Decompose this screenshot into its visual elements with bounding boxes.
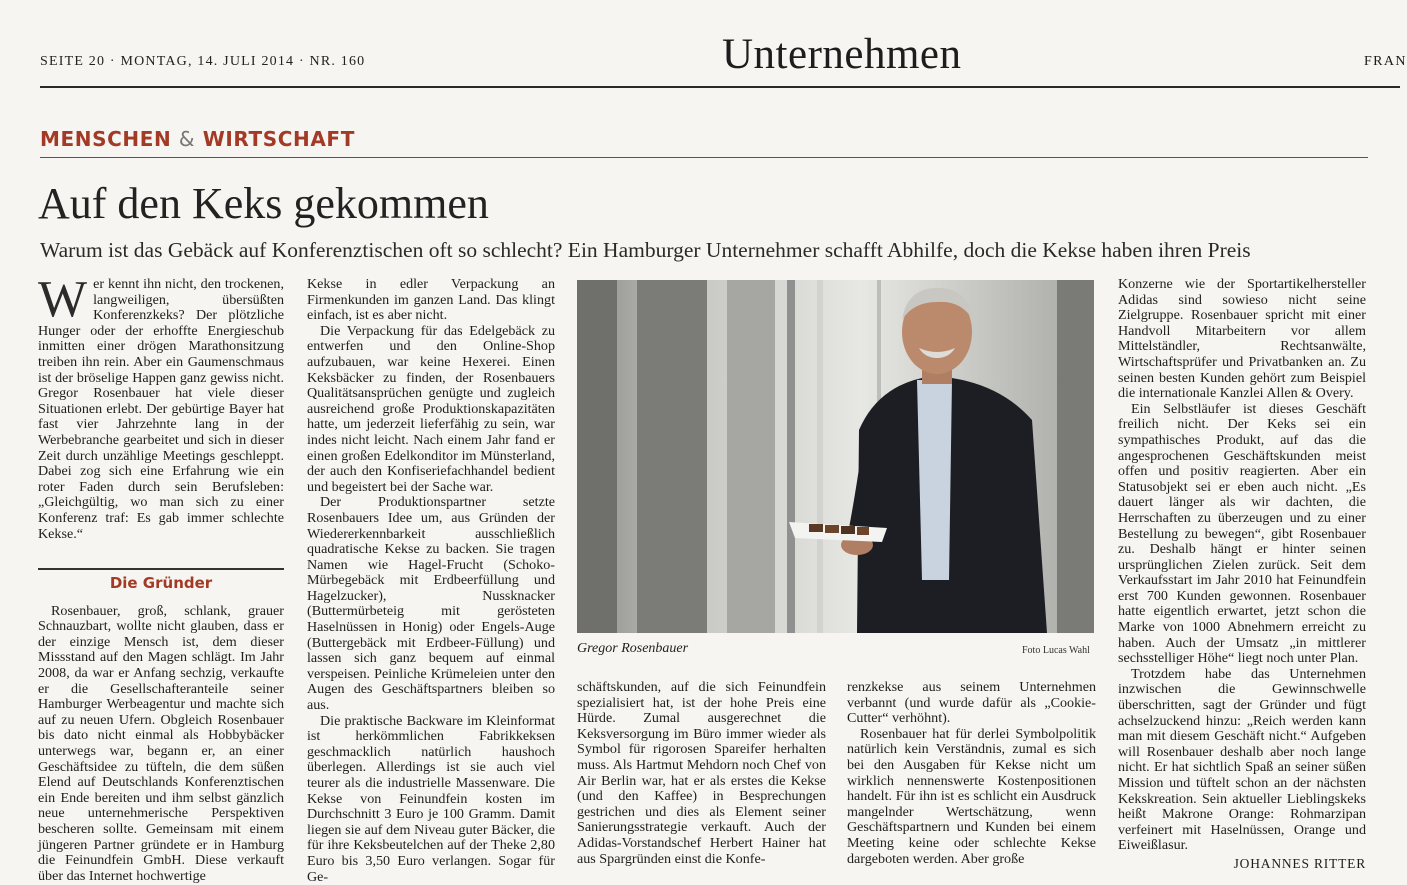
paragraph: Der Produktionspartner setzte Rosenbauers Idee um, aus Gründen der Wiedererkennbarkeit ausschließlich quadratische Kekse zu backen. Sie tragen Namen wie Hagel-Frucht (Schoko-Mürbegebäck mit Erdbeerfüllung und Hagelzucker), Nussknacker (Buttermürbeteig mit gerösteten Haselnüssen in Honig) oder Engels-Auge (Buttergebäck mit Erdbeer-Füllung) und lassen sich ganz bequem auf einmal verspeisen. Peinliche Krümeleien unter den Augen des Geschäftspartners bleiben so aus. — [307, 494, 555, 714]
paragraph: Die praktische Backware im Kleinformat ist herkömmlichen Fabrikkeksen geschmacklich natürlich haushoch überlegen. Allerdings ist sie auch viel teurer als die industrielle Massenware. Die Kekse von Feinundfein kosten im Durchschnitt 3 Euro je 100 Gramm. Damit liegen sie auf dem Niveau guter Bäcker, die für ihre Keksbeutelchen auf der Theke 2,80 Euro bis 3,50 Euro verlangen. Sogar für Ge- — [307, 712, 555, 885]
rubric-ampersand: & — [178, 127, 196, 151]
drop-cap: W — [38, 271, 88, 328]
rubric-rule — [40, 157, 1368, 158]
article-photo — [577, 280, 1094, 633]
subheading: Die Gründer — [38, 568, 284, 592]
paragraph: Ein Selbstläufer ist dieses Geschäft freilich nicht. Der Keks sei ein sympathisches Produkt, auf das die angesprochenen Geschäftskunden meist offen und positiv reagierten. Aber ein Statusobjekt sei er eben auch nicht. „Es dauert länger als wir dachten, die Herrschaften zu überzeugen und zu einer Bestellung zu bewegen“, gibt Rosenbauer zu. Deshalb hängt er hinter seinen ursprünglichen Zielen zurück. Seit dem Verkaufsstart im Jahr 2010 hat Feinundfein erst 700 Kunden gewonnen. Rosenbauer hatte eigentlich erwartet, jetzt schon die Marke von 1000 Abnehmern erreicht zu haben. Auch der Umsatz „in mittlerer sechsstelliger Höhe“ liegt noch unter Plan. — [1118, 400, 1366, 667]
portrait-illustration — [577, 280, 1094, 633]
section-title: Unternehmen — [722, 31, 962, 78]
rubric-part2: WIRTSCHAFT — [202, 127, 355, 151]
headline: Auf den Keks gekommen — [38, 179, 489, 228]
photo-caption: Gregor Rosenbauer — [577, 641, 689, 656]
paragraph: Konzerne wie der Sportartikelhersteller Adidas sind sowieso nicht seine Zielgruppe. Rosenbauer spricht mit einer Handvoll Mitarbeitern vor allem Mittelständler, Rechtsanwälte, Wirtschaftsprüfer und Privatbanken an. Zu seinen besten Kunden gehört zum Beispiel die internationale Kanzlei Allen & Overy. — [1118, 276, 1366, 402]
photo-credit: Foto Lucas Wahl — [1022, 645, 1090, 656]
paragraph: Die Verpackung für das Edelgebäck zu entwerfen und den Online-Shop aufzubauen, war keine Hexerei. Einen Keksbäcker zu finden, der Rosenbauers Qualitätsansprüchen genügte und zugleich ausreichend große Produktionskapazitäten hatte, um jederzeit lieferfähig zu sein, war indes nicht leicht. Nach einem Jahr fand er einen großen Edelkonditor im Münsterland, der auch den Konfiseriefachhandel bedient und begeistert bei der Sache war. — [307, 322, 555, 495]
masthead-rule — [40, 86, 1400, 88]
article-column-2 — [307, 277, 555, 885]
article-column-3 — [577, 680, 826, 867]
rubric — [40, 127, 355, 151]
paragraph: renzkekse aus seinem Unternehmen verbannt (und wurde dafür als „Cookie-Cutter“ verhöhnt). — [847, 679, 1096, 727]
paragraph: Kekse in edler Verpackung an Firmenkunden im ganzen Land. Das klingt einfach, ist es aber nicht. — [307, 276, 555, 324]
rubric-part1: MENSCHEN — [40, 127, 172, 151]
lead-paragraph — [38, 271, 284, 542]
page-folio: SEITE 20 · MONTAG, 14. JULI 2014 · NR. 160 — [40, 54, 366, 69]
article-column-5 — [1118, 277, 1366, 872]
paragraph: Trotzdem habe das Unternehmen inzwischen die Gewinnschwelle überschritten, sagt der Gründer und fügt achselzuckend hinzu: „Reich werden kann man mit diesem Geschäft nicht.“ Aufgeben will Rosenbauer deshalb aber noch lange nicht. Er hat sichtlich Spaß an seiner süßen Mission und tüftelt schon an der nächsten Kekskreation. Sein aktueller Lieblingskeks heißt Makrone Orange: Rohmarzipan verfeinert mit Haselnüssen, Orange und Eiweißlasur. — [1118, 665, 1366, 854]
subheadline: Warum ist das Gebäck auf Konferenztischen oft so schlecht? Ein Hamburger Unternehmer schafft Abhilfe, doch die Kekse haben ihren Preis — [40, 238, 1251, 262]
newspaper-name-fragment: FRAN — [1364, 54, 1407, 69]
article-column-1 — [38, 271, 284, 884]
lead-text: er kennt ihn nicht, den trockenen, langweiligen, übersüßten Konferenzkeks? Der plötzliche Hunger oder der erhoffte Energieschub inmitten einer drögen Marathonsitzung treiben ihn rein. Aber ein Gaumenschmaus ist der bröselige Happen ganz gewiss nicht. Gregor Rosenbauer hat viele dieser Situationen erlebt. Der gebürtige Bayer hat fast vier Jahrzehnte lang in der Werbebranche gearbeitet und sich in dieser Zeit durch unzählige Meetings geschleppt. Dabei zog sich eine Erfahrung wie ein roter Faden durch sein Berufsleben: „Gleichgültig, wo man sich zu einer Konferenz traf: Es gab immer schlechte Kekse.“ — [38, 276, 284, 542]
author-byline: JOHANNES RITTER — [1233, 855, 1366, 871]
article-column-4 — [847, 680, 1096, 867]
paragraph: Rosenbauer, groß, schlank, grauer Schnauzbart, wollte nicht glauben, dass er der einzige Mensch ist, dem dieser Missstand auf den Magen schlägt. Im Jahr 2008, da war er Anfang sechzig, verkaufte er die Gesellschafteranteile seiner Hamburger Werbeagentur und machte sich auf zu neuen Ufern. Obgleich Rosenbauer bis dato nicht einmal als Hobbybäcker unterwegs war, begann er, an einer Geschäftsidee zu tüfteln, die dem süßen Elend auf Deutschlands Konferenztischen ein Ende bereiten und ihm selbst gänzlich neue unternehmerische Perspektiven bescheren sollte. Gemeinsam mit einem jüngeren Partner gründete er in Hamburg die Feinundfein GmbH. Diese verkauft über das Internet hochwertige — [38, 602, 284, 884]
paragraph: Rosenbauer hat für derlei Symbolpolitik natürlich kein Verständnis, zumal es sich bei den Ausgaben für Kekse nicht um wirklich nennenswerte Kostenpositionen handelt. Für ihn ist es schlicht ein Ausdruck mangelnder Wertschätzung, wenn Geschäftspartnern und Kunden bei einem Meeting keine oder schlechte Kekse dargeboten werden. Aber große — [847, 725, 1096, 867]
paragraph: schäftskunden, auf die sich Feinundfein spezialisiert hat, ist der hohe Preis eine Hürde. Zumal ausgerechnet die Keksversorgung im Büro immer wieder als Symbol für rigorosen Spareifer herhalten muss. Als Hartmut Mehdorn noch Chef von Air Berlin war, hat er als erstes die Kekse (und den Kaffee) in Besprechungen gestrichen und dies als Element seiner Sanierungsstrategie verkauft. Auch der Adidas-Vorstandschef Herbert Hainer hat aus Spargründen einst die Konfe- — [577, 679, 826, 867]
